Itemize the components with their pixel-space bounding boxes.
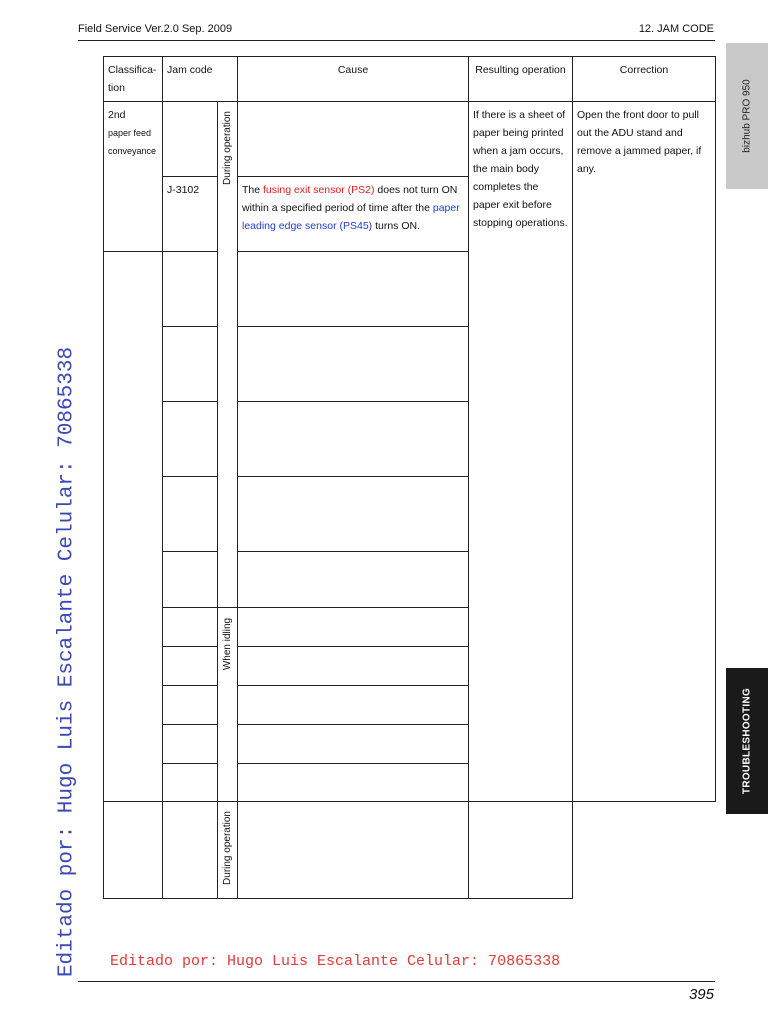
table-row bbox=[104, 102, 716, 177]
correction-cell: Open the front door to pull out the ADU stand and remove a jammed paper, if any. bbox=[573, 102, 716, 802]
page-number: 395 bbox=[688, 986, 714, 1003]
empty-cell bbox=[573, 802, 716, 899]
timing-cell-bottom bbox=[218, 802, 238, 899]
classification-cell-empty bbox=[104, 252, 163, 802]
header-correction: Correction bbox=[573, 57, 716, 102]
resulting-cell: If there is a sheet of paper being printed when a jam occurs, the main body completes the paper exit before stopping operations. bbox=[469, 102, 573, 802]
timing-cell-top bbox=[218, 102, 238, 252]
empty-cell bbox=[163, 802, 218, 899]
table-header-row bbox=[104, 57, 716, 102]
empty-cell bbox=[104, 802, 163, 899]
empty-cell bbox=[238, 102, 469, 177]
empty-cell bbox=[238, 252, 469, 327]
section-label: TROUBLESHOOTING bbox=[741, 687, 753, 795]
header-resulting: Resulting operation bbox=[469, 57, 573, 102]
header-section: 12. JAM CODE bbox=[638, 23, 714, 35]
empty-cell bbox=[469, 802, 573, 899]
cause-cell: The fusing exit sensor (PS2) does not turn ON within a specified period of time after the paper leading edge sensor (PS45) turns ON. bbox=[238, 177, 469, 252]
header-classification: Classifica-tion bbox=[104, 57, 163, 102]
model-label: bizhub PRO 950 bbox=[741, 79, 753, 153]
timing-label-during-bottom: During operation bbox=[222, 811, 233, 885]
classification-line1: 2nd bbox=[108, 109, 126, 121]
timing-label-during: During operation bbox=[222, 111, 233, 185]
empty-cell bbox=[163, 608, 218, 647]
table-row bbox=[104, 802, 716, 899]
watermark-horizontal: Editado por: Hugo Luis Escalante Celular: 70865338 bbox=[110, 953, 561, 970]
classification-line2: paper feed conveyance bbox=[108, 128, 157, 156]
empty-cell bbox=[163, 102, 218, 177]
footer-divider bbox=[78, 981, 715, 982]
empty-cell bbox=[238, 802, 469, 899]
header-jam-code: Jam code bbox=[163, 57, 238, 102]
timing-label-idle: When idling bbox=[222, 617, 233, 671]
empty-cell bbox=[238, 608, 469, 647]
header-divider bbox=[78, 40, 715, 41]
jam-code-table bbox=[103, 56, 716, 899]
side-tab-model bbox=[726, 43, 768, 189]
sensor-ps2: fusing exit sensor (PS2) bbox=[263, 184, 375, 196]
timing-cell-idle bbox=[218, 608, 238, 802]
side-tab-section bbox=[726, 668, 768, 814]
sensor-ps45: paper leading edge sensor (PS45) bbox=[242, 202, 460, 232]
watermark-vertical: Editado por: Hugo Luis Escalante Celular: 70865338 bbox=[55, 346, 79, 978]
classification-cell bbox=[104, 102, 163, 252]
jam-code-cell: J-3102 bbox=[163, 177, 218, 252]
header-title: Field Service Ver.2.0 Sep. 2009 bbox=[78, 23, 233, 35]
empty-cell bbox=[163, 252, 218, 327]
header-cause: Cause bbox=[238, 57, 469, 102]
timing-cell-mid bbox=[218, 252, 238, 608]
